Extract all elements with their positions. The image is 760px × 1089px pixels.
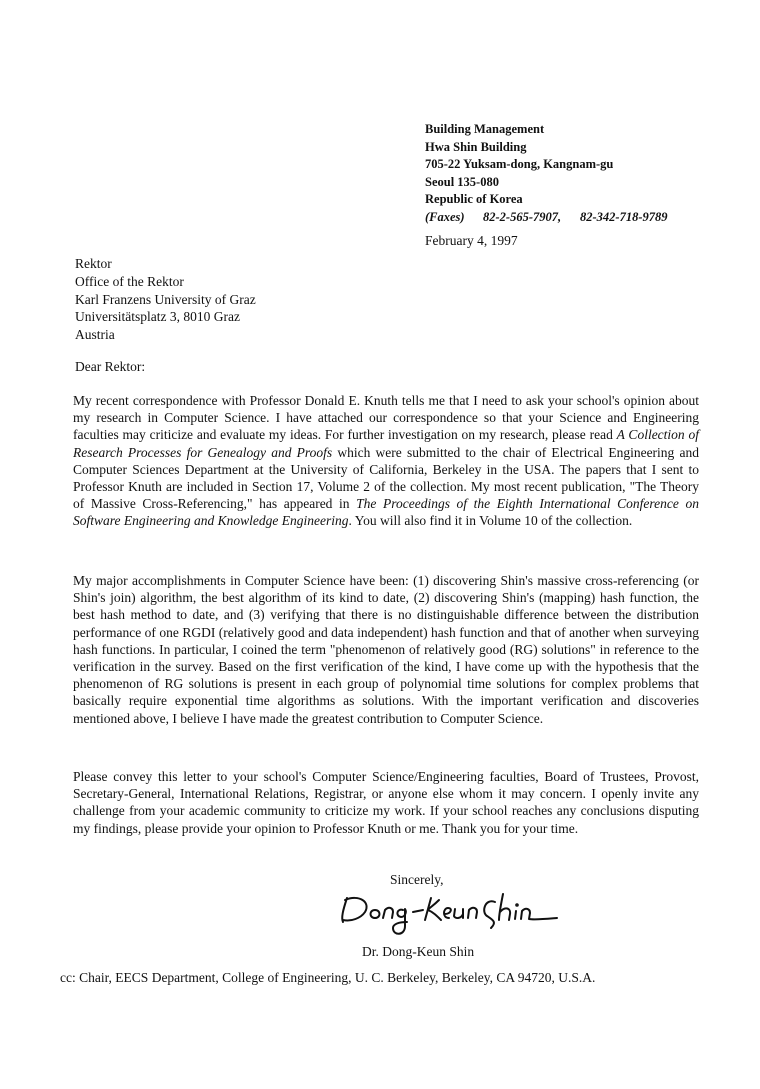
signer-name: Dr. Dong-Keun Shin <box>362 944 475 959</box>
sender-line-1: Building Management <box>425 122 545 136</box>
body-paragraph-3: Please convey this letter to your school's Computer Science/Engineering faculties, Board of Trustees, Provost, Secretary-General, International Relations, Registrar, or anyone else whom it may concern. I openly invite any challenge from your academic community to criticize my work. If your school reaches any conclusions disputing my findings, please provide your opinion to Professor Knuth or me. Thank you for your time. <box>73 769 699 836</box>
sender-address-block <box>425 121 668 226</box>
sender-line-4: Seoul 135-080 <box>425 174 499 189</box>
collection-title: A Collection of Research Processes for Genealogy and Proofs <box>73 427 699 460</box>
recipient-line-4: Universitätsplatz 3, 8010 Graz <box>75 309 240 325</box>
sender-line-3: 705-22 Yuksam-dong, Kangnam-gu <box>425 157 614 171</box>
fax-label: (Faxes) <box>425 209 465 224</box>
fax-number-1: 82-2-565-7907, <box>483 209 562 224</box>
paragraph-1-text-e: . You will also find it in Volume 10 of the collection. <box>348 513 633 529</box>
paragraph-1-text-a: My recent correspondence with Professor Donald E. Knuth tells me that I need to ask your school's opinion about my research in Computer Science. I have attached our correspondence so that your Science and Engineering faculties may criticize and evaluate my ideas. For further investigation on my research, please read <box>73 393 699 443</box>
body-paragraph-2: My major accomplishments in Computer Science have been: (1) discovering Shin's massive cross-referencing (or Shin's join) algorithm, the best algorithm of its kind to date, (2) discovering Shin's (mapping) hash function, the best hash method to date, and (3) verifying that there is no distinguishable difference between the distribution performance of one RGDI (relatively good and data independent) hash function and that of another when surveying hash functions. In particular, I coined the term "phenomenon of relatively good (RG) solutions" in reference to the verification in the survey. Based on the first verification of the kind, I have come up with the hypothesis that the phenomenon of RG solutions is present in each group of polynomial time solutions for complex problems that basically require exponential time algorithms as solutions. With the important verification and discoveries mentioned above, I believe I have made the greatest contribution to Computer Science. <box>73 573 699 726</box>
sender-fax-line <box>425 209 668 227</box>
fax-number-2: 82-342-718-9789 <box>580 209 668 224</box>
handwritten-signature <box>335 888 565 940</box>
recipient-address-block <box>75 255 256 344</box>
proceedings-title: The Proceedings of the Eighth International Conference on Software Engineering and Knowledge Engineering <box>73 496 699 529</box>
recipient-line-2: Office of the Rektor <box>75 273 184 289</box>
recipient-line-3: Karl Franzens University of Graz <box>75 291 256 307</box>
sender-line-5: Republic of Korea <box>425 192 523 206</box>
letter-date: February 4, 1997 <box>425 233 518 248</box>
body-paragraph-1 <box>73 392 699 530</box>
salutation: Dear Rektor: <box>75 359 146 374</box>
paragraph-1-text-c: which were submitted to the chair of Electrical Engineering and Computer Sciences Department at the University of California, Berkeley in the USA. The papers that I sent to Professor Knuth are included in Section 17, Volume 2 of the collection. My most recent publication, "The Theory of Massive Cross-Referencing," has appeared in <box>73 444 699 512</box>
recipient-line-5: Austria <box>75 327 115 343</box>
closing: Sincerely, <box>390 872 444 887</box>
cc-line: cc: Chair, EECS Department, College of Engineering, U. C. Berkeley, Berkeley, CA 94720, U.S.A. <box>60 970 596 985</box>
sender-line-2: Hwa Shin Building <box>425 139 527 154</box>
recipient-line-1: Rektor <box>75 256 112 271</box>
